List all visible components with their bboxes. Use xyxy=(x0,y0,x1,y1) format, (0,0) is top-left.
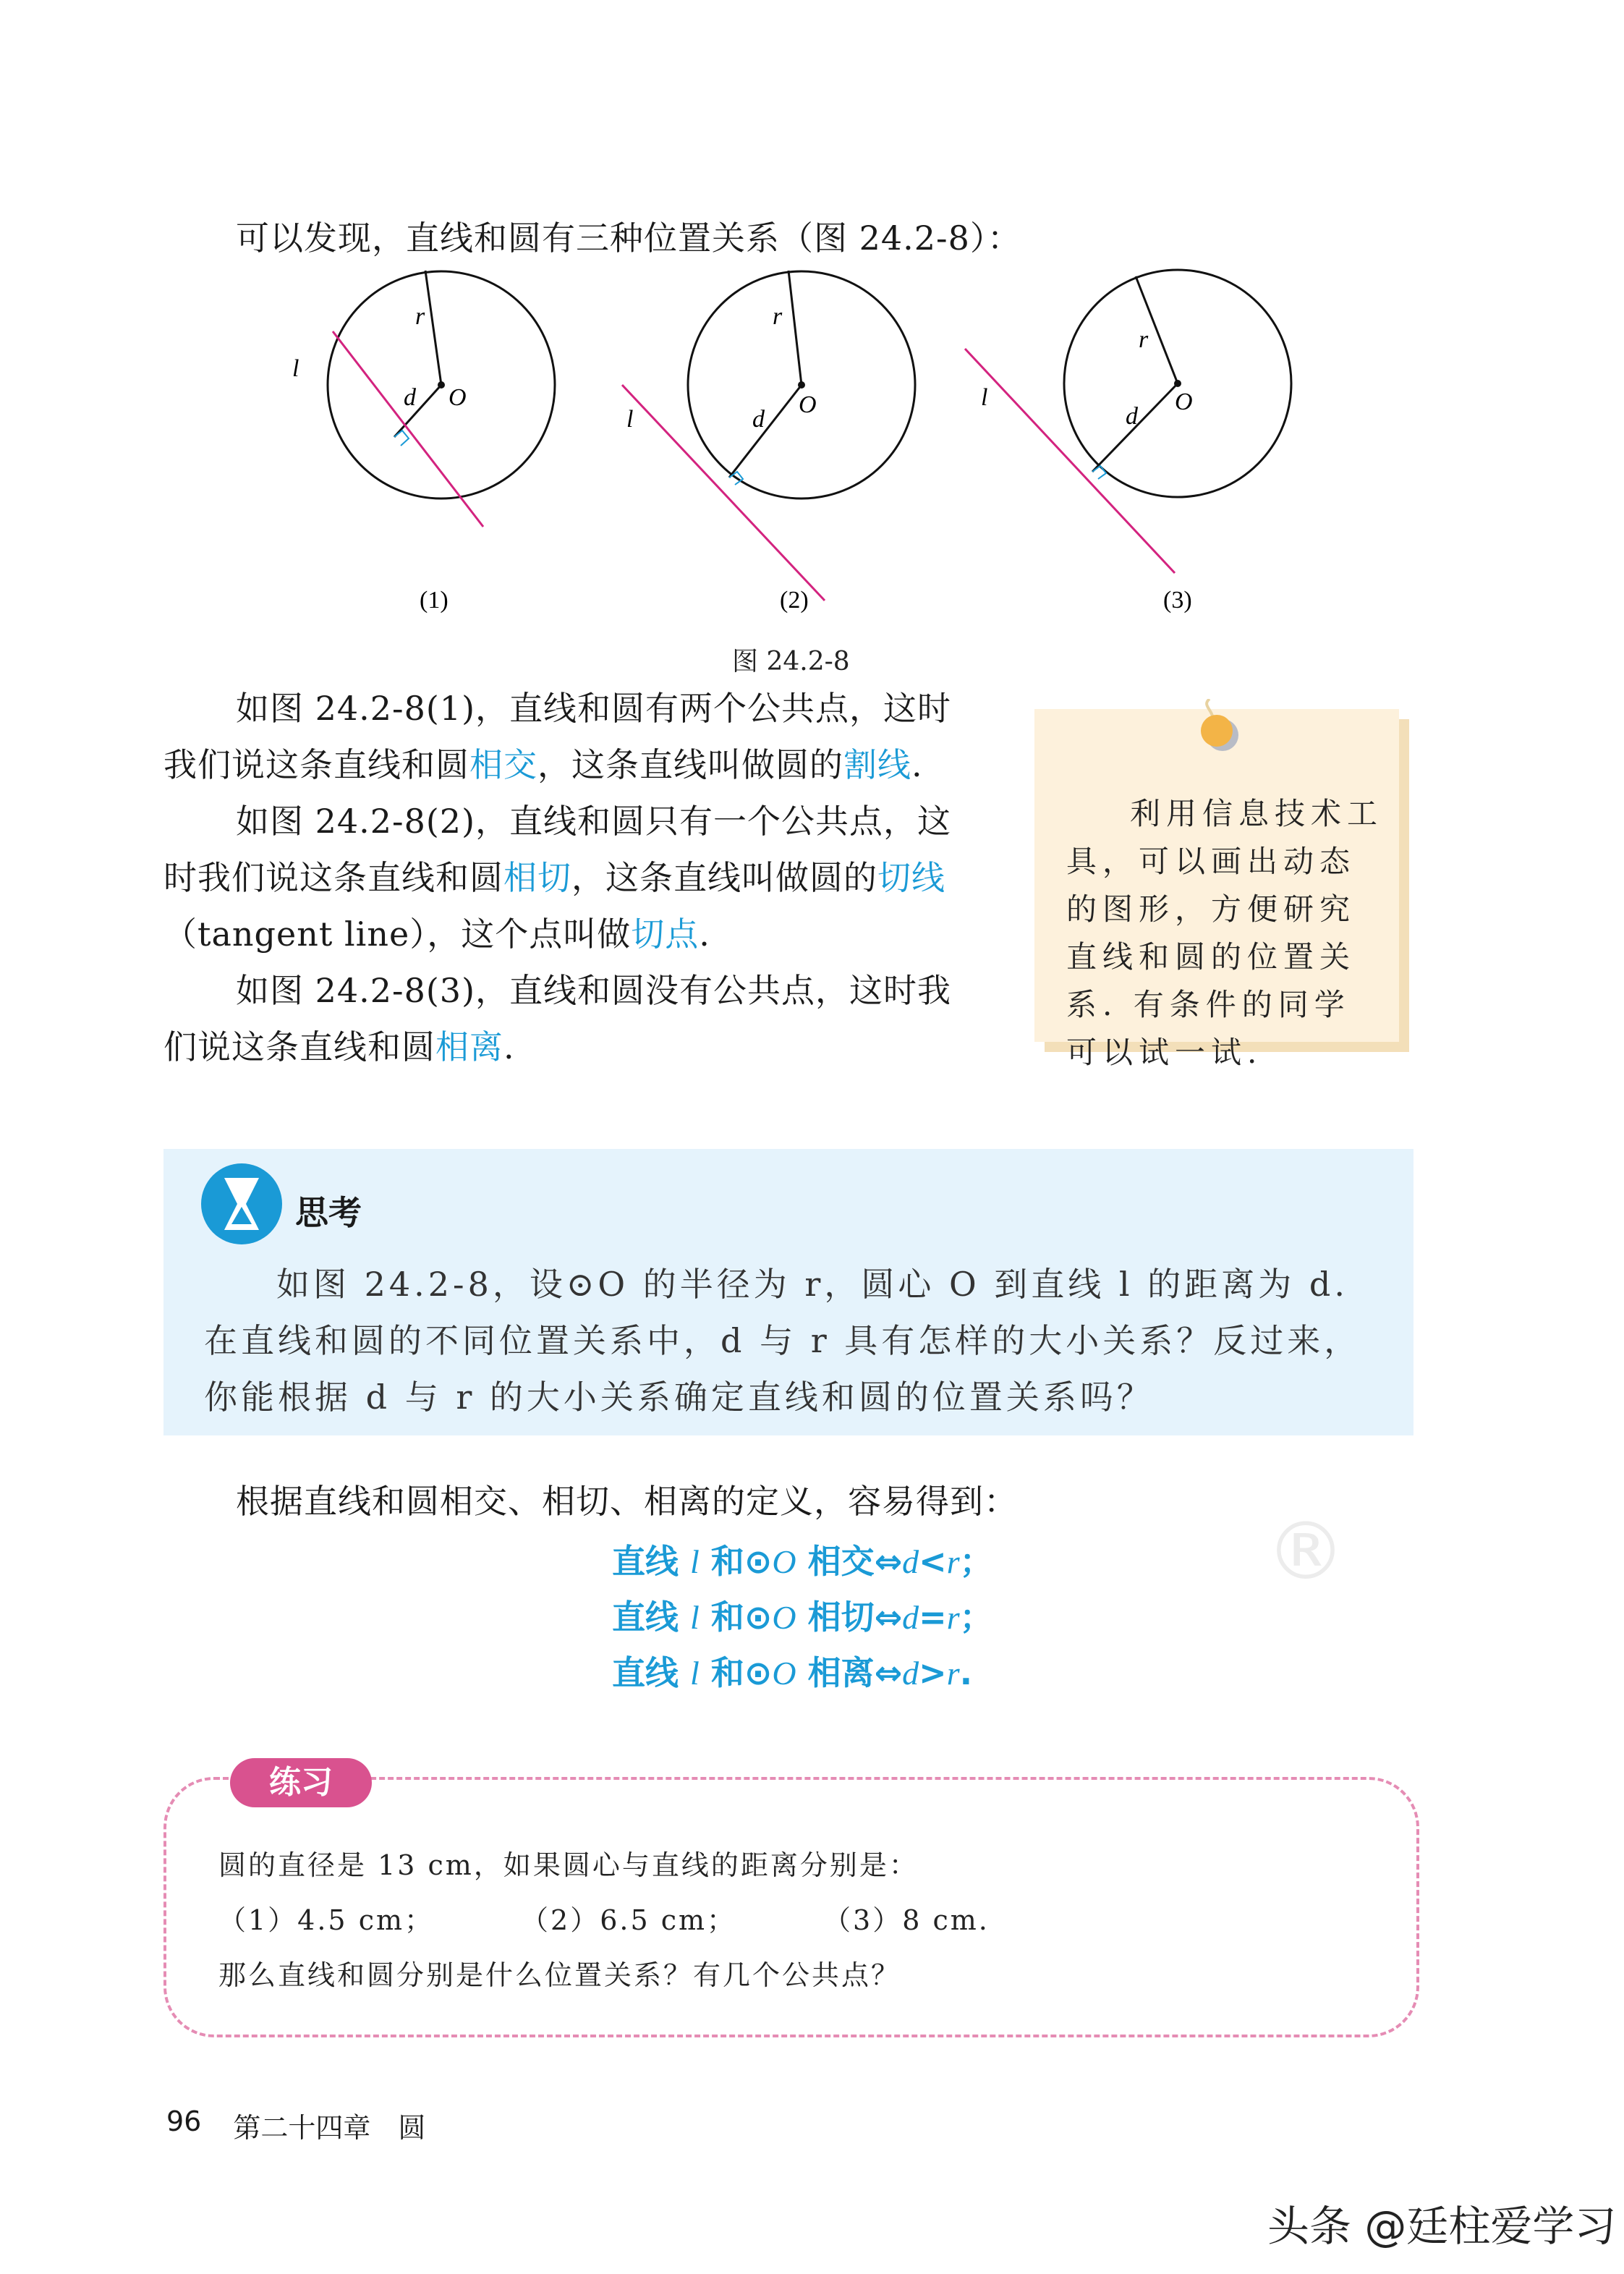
term-tangent-line: 切线 xyxy=(877,858,945,897)
think-title: 思考 xyxy=(295,1193,362,1232)
figure-panel-1 xyxy=(292,271,555,614)
svg-text:(3): (3) xyxy=(1163,587,1192,614)
think-text: 如图 24.2-8，设⊙O 的半径为 r，圆心 O 到直线 l 的距离为 d. 在直线和圆的不同位置关系中，d 与 r 具有怎样的大小关系？反过来，你能根据 d 与 r 的大小关系确定直线和圆的位置关系吗？ xyxy=(204,1265,1361,1417)
svg-text:(1): (1) xyxy=(420,587,448,614)
registered-mark: ® xyxy=(1266,1505,1345,1598)
svg-text:l: l xyxy=(626,406,634,433)
paragraph-tangent: 如图 24.2-8(2)，直线和圆只有一个公共点，这时我们说这条直线和圆相切，这条直线叫做圆的切线（tangent line），这个点叫做切点. xyxy=(163,802,952,954)
term-secant: 割线 xyxy=(843,745,911,784)
source-watermark: 头条 @廷柱爱学习 xyxy=(1267,2202,1617,2251)
practice-option-3: （3）8 cm. xyxy=(823,1904,990,1936)
chapter-title: 第二十四章 圆 xyxy=(233,2112,426,2144)
formula-tangent: 直线 l 和⊙O 相切⇔d=r； xyxy=(612,1598,993,1637)
practice-content xyxy=(218,1838,1376,2003)
page-number: 96 xyxy=(166,2105,202,2137)
svg-text:d: d xyxy=(404,384,416,411)
formula-separate: 直线 l 和⊙O 相离⇔d>r. xyxy=(612,1653,973,1692)
svg-text:(2): (2) xyxy=(780,587,809,614)
formula-list xyxy=(612,1534,993,1701)
paragraph-separate: 如图 24.2-8(3)，直线和圆没有公共点，这时我们说这条直线和圆相离. xyxy=(163,971,952,1066)
svg-text:r: r xyxy=(1139,326,1149,353)
practice-question: 圆的直径是 13 cm，如果圆心与直线的距离分别是： xyxy=(218,1849,919,1881)
figure-caption: 图 24.2-8 xyxy=(732,647,850,676)
practice-option-1: （1）4.5 cm； xyxy=(218,1904,435,1936)
conclusion-lead: 根据直线和圆相交、相切、相离的定义，容易得到： xyxy=(236,1482,1018,1521)
svg-text:l: l xyxy=(292,355,299,382)
svg-text:d: d xyxy=(1126,403,1138,430)
side-note-text: 利用信息技术工具，可以画出动态的图形，方便研究直线和圆的位置关系. 有条件的同学可以试一试. xyxy=(1066,796,1384,1070)
svg-text:O: O xyxy=(799,391,817,418)
paragraph-intersect: 如图 24.2-8(1)，直线和圆有两个公共点，这时我们说这条直线和圆相交，这条直线叫做圆的割线. xyxy=(163,689,952,784)
think-box xyxy=(163,1149,1413,1435)
figure-panel-2 xyxy=(622,271,915,614)
figure-panel-3 xyxy=(965,270,1291,614)
practice-option-2: （2）6.5 cm； xyxy=(521,1904,737,1936)
page-footer xyxy=(166,2105,425,2145)
definitions-block xyxy=(163,680,974,1075)
svg-text:l: l xyxy=(981,384,988,411)
term-tangent: 相切 xyxy=(503,858,571,897)
practice-followup: 那么直线和圆分别是什么位置关系？有几个公共点？ xyxy=(218,1959,901,1991)
svg-text:r: r xyxy=(773,303,783,330)
svg-text:r: r xyxy=(415,303,425,330)
figure-24-2-8 xyxy=(0,260,1624,666)
svg-text:O: O xyxy=(1175,389,1193,415)
formula-intersect: 直线 l 和⊙O 相交⇔d<r； xyxy=(612,1542,993,1581)
practice-options xyxy=(218,1893,1376,1948)
svg-text:O: O xyxy=(448,384,467,411)
svg-text:d: d xyxy=(752,406,765,433)
term-intersect: 相交 xyxy=(469,745,537,784)
practice-tab: 练习 xyxy=(230,1758,372,1807)
pin-icon xyxy=(1194,699,1244,757)
side-note xyxy=(1034,709,1399,1070)
term-separate: 相离 xyxy=(435,1027,503,1066)
intro-text: 可以发现，直线和圆有三种位置关系（图 24.2-8）： xyxy=(236,219,1021,258)
practice-box xyxy=(163,1777,1419,2037)
term-tangent-point: 切点 xyxy=(631,915,700,954)
hourglass-icon xyxy=(200,1162,284,1246)
